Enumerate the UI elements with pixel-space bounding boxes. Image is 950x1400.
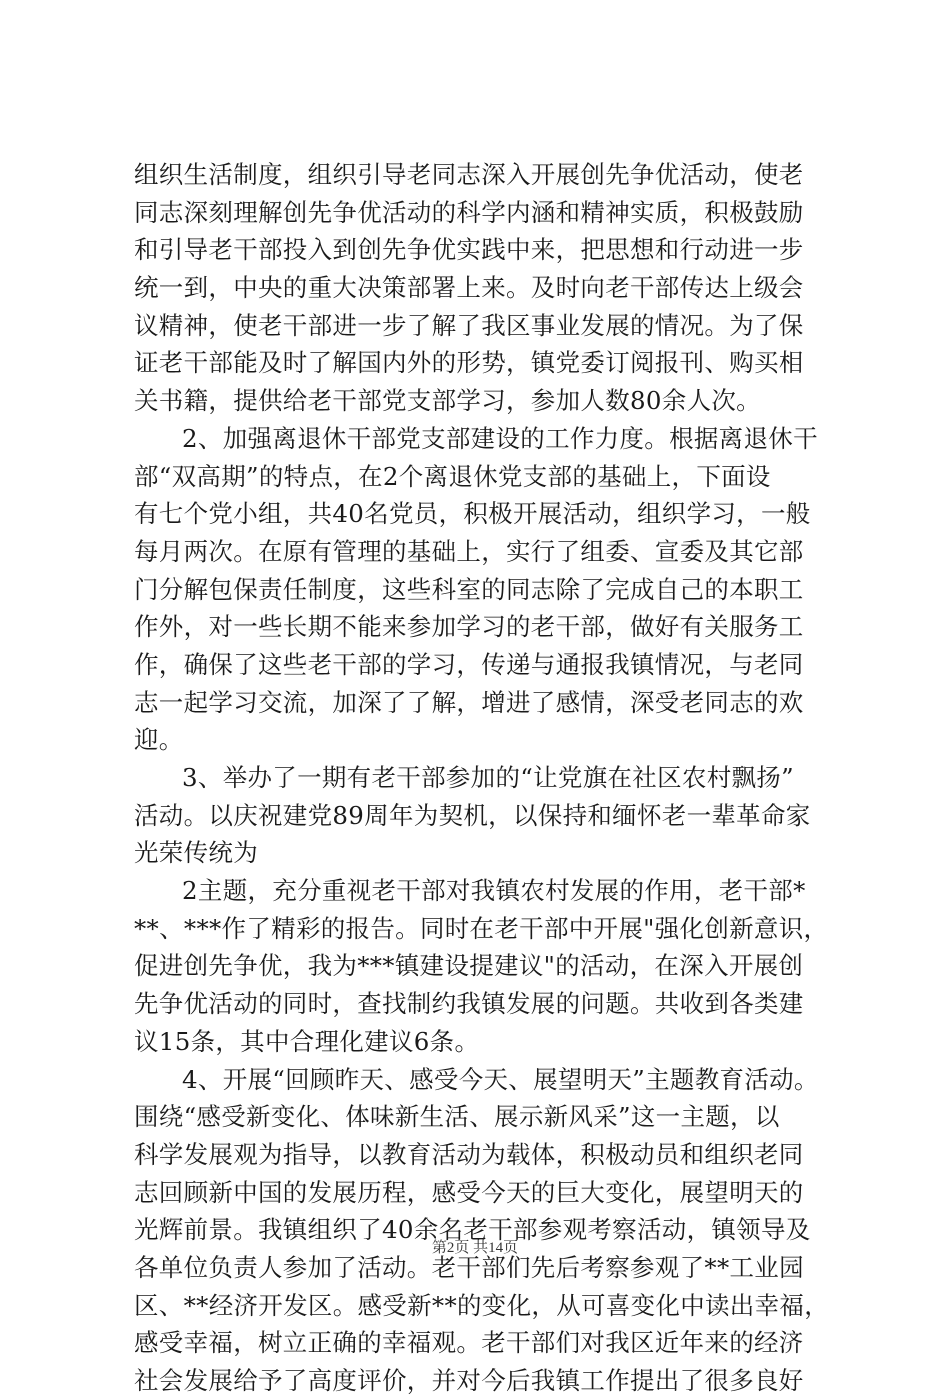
page-footer: 第2页 共14页 (431, 1240, 519, 1256)
text-line: 有七个党小组，共40名党员，积极开展活动，组织学习，一般 (134, 499, 811, 529)
text-line: 围绕“感受新变化、体味新生活、展示新风采”这一主题，以 (134, 1102, 780, 1132)
text-line: 同志深刻理解创先争优活动的科学内涵和精神实质，积极鼓励 (134, 197, 804, 227)
text-line: 4、开展“回顾昨天、感受今天、展望明天”主题教育活动。 (182, 1064, 819, 1094)
text-line: 统一到，中央的重大决策部署上来。及时向老干部传达上级会 (134, 273, 804, 303)
text-line: 促进创先争优，我为***镇建设提建议"的活动，在深入开展创 (134, 951, 804, 981)
text-line: 和引导老干部投入到创先争优实践中来，把思想和行动进一步 (134, 235, 804, 265)
text-line: 光荣传统为 (134, 838, 258, 868)
text-line: 作外，对一些长期不能来参加学习的老干部，做好有关服务工 (134, 612, 804, 642)
text-line: 关书籍，提供给老干部党支部学习，参加人数80余人次。 (134, 386, 761, 416)
text-line: 科学发展观为指导，以教育活动为载体，积极动员和组织老同 (134, 1139, 804, 1169)
text-line: 议15条，其中合理化建议6条。 (134, 1026, 480, 1056)
text-line: 3、举办了一期有老干部参加的“让党旗在社区农村飘扬” (182, 763, 794, 792)
document-body (134, 156, 834, 1400)
text-line: 各单位负责人参加了活动。老干部们先后考察参观了**工业园 (134, 1252, 804, 1282)
text-line: 2、加强离退休干部党支部建设的工作力度。根据离退休干 (182, 423, 818, 453)
text-line: 区、**经济开发区。感受新**的变化，从可喜变化中读出幸福， (134, 1290, 829, 1320)
text-line: 迎。 (134, 725, 184, 755)
text-line: 2主题，充分重视老干部对我镇农村发展的作用，老干部* (182, 876, 806, 906)
text-line: 部“双高期”的特点，在2个离退休党支部的基础上，下面设 (134, 461, 771, 491)
text-line: 每月两次。在原有管理的基础上，实行了组委、宣委及其它部 (134, 536, 804, 566)
text-line: 先争优活动的同时，查找制约我镇发展的问题。共收到各类建 (134, 989, 804, 1019)
text-line: 志回顾新中国的发展历程，感受今天的巨大变化，展望明天的 (134, 1177, 804, 1207)
text-line: 感受幸福，树立正确的幸福观。老干部们对我区近年来的经济 (134, 1328, 804, 1358)
text-line: 志一起学习交流，加深了了解，增进了感情，深受老同志的欢 (134, 687, 804, 717)
text-line: **、***作了精彩的报告。同时在老干部中开展"强化创新意识， (134, 913, 829, 943)
text-line: 门分解包保责任制度，这些科室的同志除了完成自己的本职工 (134, 574, 804, 604)
text-line: 光辉前景。我镇组织了40余名老干部参观考察活动，镇领导及 (134, 1215, 811, 1245)
text-line: 活动。以庆祝建党89周年为契机，以保持和缅怀老一辈革命家 (134, 800, 811, 830)
text-line: 议精神，使老干部进一步了解了我区事业发展的情况。为了保 (134, 310, 804, 340)
text-line: 证老干部能及时了解国内外的形势，镇党委订阅报刊、购买相 (134, 348, 804, 378)
text-line: 组织生活制度，组织引导老同志深入开展创先争优活动，使老 (134, 160, 804, 189)
text-line: 社会发展给予了高度评价，并对今后我镇工作提出了很多良好 (134, 1366, 804, 1395)
text-line: 作，确保了这些老干部的学习，传递与通报我镇情况，与老同 (134, 649, 804, 679)
